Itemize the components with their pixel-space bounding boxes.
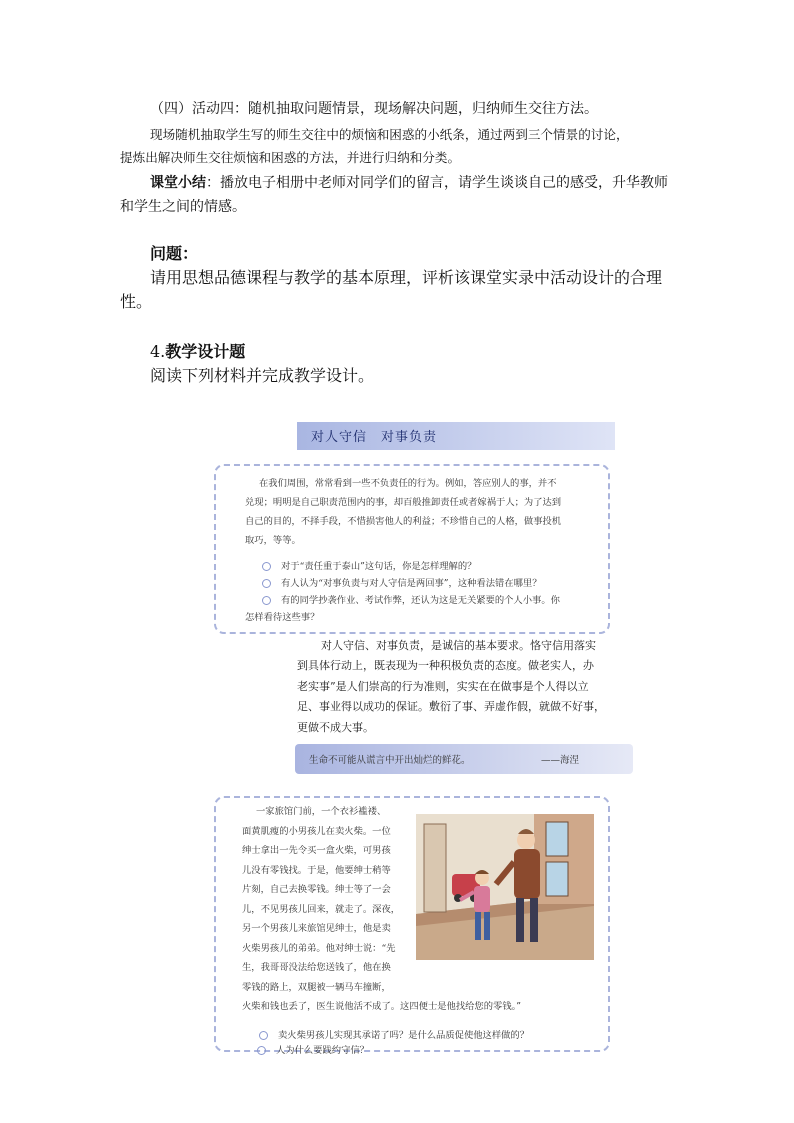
circle-bullet-icon [262, 562, 271, 571]
intro-question: 有人认为“对事负责与对人守信是两回事”，这种看法错在哪里？ [262, 575, 542, 593]
mid-line: 老实事”是人们崇高的行为准则，实实在在做事是个人得以立 [297, 680, 589, 693]
textbook-page-image [200, 408, 624, 1060]
textbook-title-bar [297, 422, 615, 450]
circle-bullet-icon [262, 579, 271, 588]
mid-line: 更做不成大事。 [297, 721, 374, 734]
story-line: 儿没有零钱找。于是，他要绅士稍等 [242, 864, 391, 876]
activity-four-para-line1: 现场随机抽取学生写的师生交往中的烦恼和困惑的小纸条，通过两到三个情景的讨论， [150, 127, 629, 142]
story-line: 火柴男孩儿的弟弟。他对绅士说：“先 [242, 942, 396, 954]
intro-question: 有的同学抄袭作业、考试作弊，还认为这是无关紧要的个人小事。你 [262, 592, 560, 610]
intro-line: 在我们周围，常常看到一些不负责任的行为。例如，答应别人的事，并不 [259, 478, 557, 489]
task-title: 教学设计题 [165, 342, 246, 361]
intro-line: 取巧，等等。 [245, 535, 301, 546]
task-number: 4. [150, 342, 166, 361]
question-line1: 请用思想品德课程与教学的基本原理，评析该课堂实录中活动设计的合理 [150, 268, 663, 287]
class-summary-text: ：播放电子相册中老师对同学们的留言，请学生谈谈自己的感受，升华教师 [206, 175, 668, 191]
story-line: 另一个男孩儿来旅馆见绅士，他是卖 [242, 923, 391, 934]
story-line: 火柴和钱也丢了，医生说他活不成了。这四便士是他找给您的零钱。” [242, 1001, 522, 1012]
circle-bullet-icon [259, 1031, 268, 1040]
intro-line: 兑现；明明是自己职责范围内的事，却百般推卸责任或者嫁祸于人；为了达到 [245, 497, 562, 508]
story-line: 生，我哥哥没法给您送钱了，他在换 [242, 962, 391, 973]
circle-bullet-icon [262, 596, 271, 605]
quote-bar [295, 744, 633, 774]
intro-dashed-box [214, 464, 610, 634]
story-question: 人为什么要践约守信？ [257, 1042, 369, 1060]
quote-text: 生命不可能从谎言中开出灿烂的鲜花。 [309, 755, 471, 766]
activity-four-para-line2: 提炼出解决师生交往烦恼和困惑的方法，并进行归纳和分类。 [120, 150, 461, 165]
boy-and-gentleman-illustration [416, 814, 594, 960]
story-line: 一家旅馆门前，一个衣衫褴褛、 [256, 806, 387, 817]
story-line: 零钱的路上，双腿被一辆马车撞断， [242, 981, 391, 993]
story-line: 片刻，自己去换零钱。绅士等了一会 [242, 884, 391, 895]
mid-line: 足、事业得以成功的保证。敷衍了事、弄虚作假，就做不好事， [297, 700, 605, 713]
question-line2: 性。 [120, 292, 153, 311]
story-dashed-box [214, 796, 610, 1052]
class-summary-label: 课堂小结 [150, 175, 206, 191]
activity-four-heading: （四）活动四：随机抽取问题情景，现场解决问题，归纳师生交往方法。 [150, 101, 598, 117]
circle-bullet-icon [257, 1046, 266, 1055]
class-summary [150, 172, 668, 194]
mid-line: 到具体行动上，既表现为一种积极负责的态度。做老实人，办 [297, 659, 594, 672]
intro-question: 对于“责任重于泰山”这句话，你是怎样理解的？ [262, 558, 476, 576]
story-line: 面黄肌瘦的小男孩儿在卖火柴。一位 [242, 825, 391, 837]
question-label: 问题： [150, 244, 199, 263]
class-summary-line2: 和学生之间的情感。 [120, 199, 246, 215]
task-instruction: 阅读下列材料并完成教学设计。 [150, 366, 375, 385]
story-line: 儿，不见男孩儿回来，就走了。深夜， [242, 903, 401, 915]
story-line: 绅士拿出一先令买一盒火柴，可男孩 [242, 845, 391, 856]
quote-author: ——海涅 [541, 755, 580, 766]
intro-question-cont: 怎样看待这些事？ [245, 612, 320, 623]
mid-line: 对人守信、对事负责，是诚信的基本要求。恪守信用落实 [321, 639, 596, 652]
intro-line: 自己的目的，不择手段，不惜损害他人的利益；不珍惜自己的人格，做事投机 [245, 516, 562, 527]
story-question: 卖火柴男孩儿实现其承诺了吗？是什么品质促使他这样做的？ [259, 1027, 529, 1045]
task-four-heading [150, 340, 245, 364]
textbook-title: 对人守信 对事负责 [311, 430, 438, 445]
